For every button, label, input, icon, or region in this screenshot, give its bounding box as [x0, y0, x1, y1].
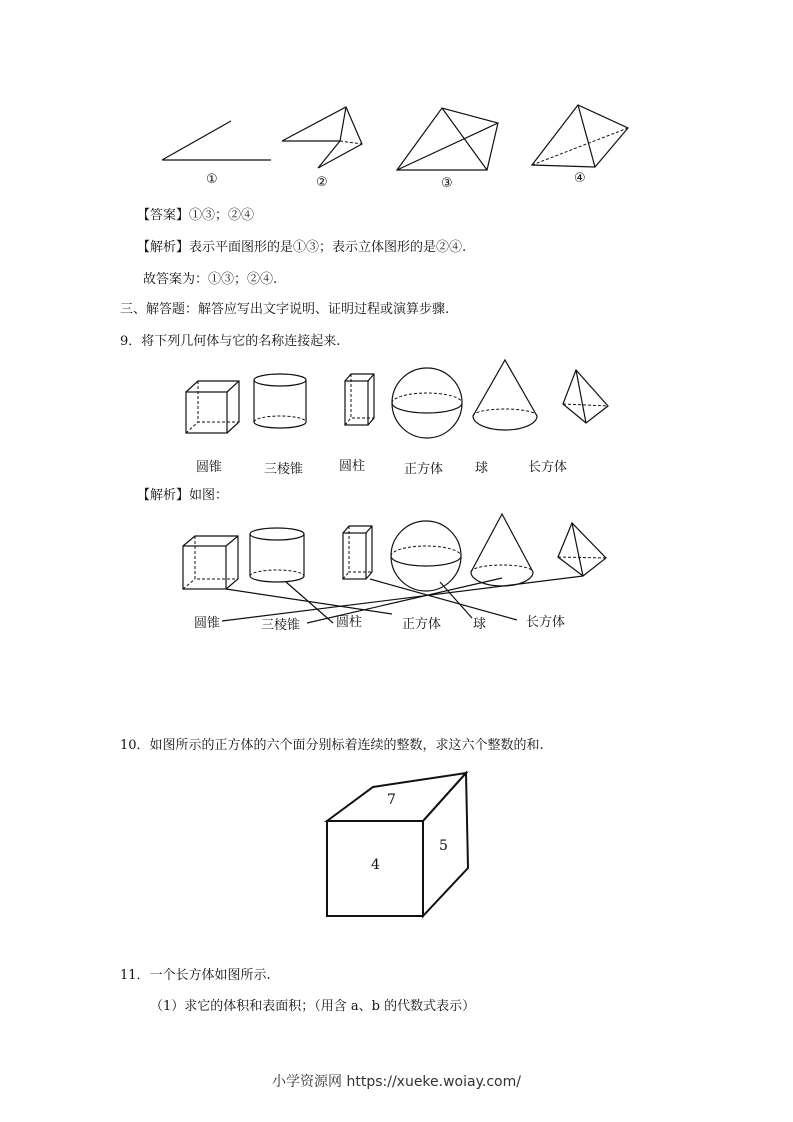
section-3-heading: 三、解答题：解答应写出文字说明、证明过程或演算步骤.: [120, 302, 450, 317]
q9-name-3: 圆柱: [339, 459, 366, 474]
shape-label-3: ③: [441, 176, 453, 191]
q9-solution-name-5: 球: [473, 617, 487, 632]
shape-label-4: ④: [574, 171, 586, 186]
q8-answer: 【答案】①③；②④: [137, 208, 255, 223]
q9-name-6: 长方体: [528, 460, 568, 475]
q11-prompt: 11．一个长方体如图所示.: [120, 968, 271, 983]
shape-label-1: ①: [206, 172, 218, 187]
q9-name-5: 球: [475, 461, 489, 476]
q9-name-2: 三棱锥: [264, 462, 304, 477]
q9-solution-name-2: 三棱锥: [261, 618, 301, 633]
q9-analysis-label: 【解析】如图：: [137, 488, 229, 503]
page-footer: 小学资源网 https://xueke.woiay.com/: [272, 1074, 521, 1090]
shape-label-2: ②: [316, 175, 328, 190]
q9-name-4: 正方体: [404, 462, 444, 477]
q9-solution-name-3: 圆柱: [336, 615, 363, 630]
q11-part1: （1）求它的体积和表面积；（用含 a、b 的代数式表示）: [150, 999, 476, 1014]
q9-name-1: 圆锥: [196, 460, 223, 475]
q9-prompt: 9．将下列几何体与它的名称连接起来.: [120, 334, 341, 349]
cube-face-front: 4: [371, 857, 380, 873]
q8-conclusion: 故答案为：①③；②④.: [143, 272, 278, 287]
cube-face-right: 5: [439, 838, 448, 854]
q9-solution-name-1: 圆锥: [194, 616, 221, 631]
q8-analysis: 【解析】表示平面图形的是①③；表示立体图形的是②④.: [137, 240, 467, 255]
q9-solution-name-6: 长方体: [526, 615, 566, 630]
q10-prompt: 10．如图所示的正方体的六个面分别标着连续的整数，求这六个整数的和.: [120, 738, 544, 753]
q9-solution-name-4: 正方体: [402, 617, 442, 632]
cube-face-top: 7: [387, 792, 396, 808]
